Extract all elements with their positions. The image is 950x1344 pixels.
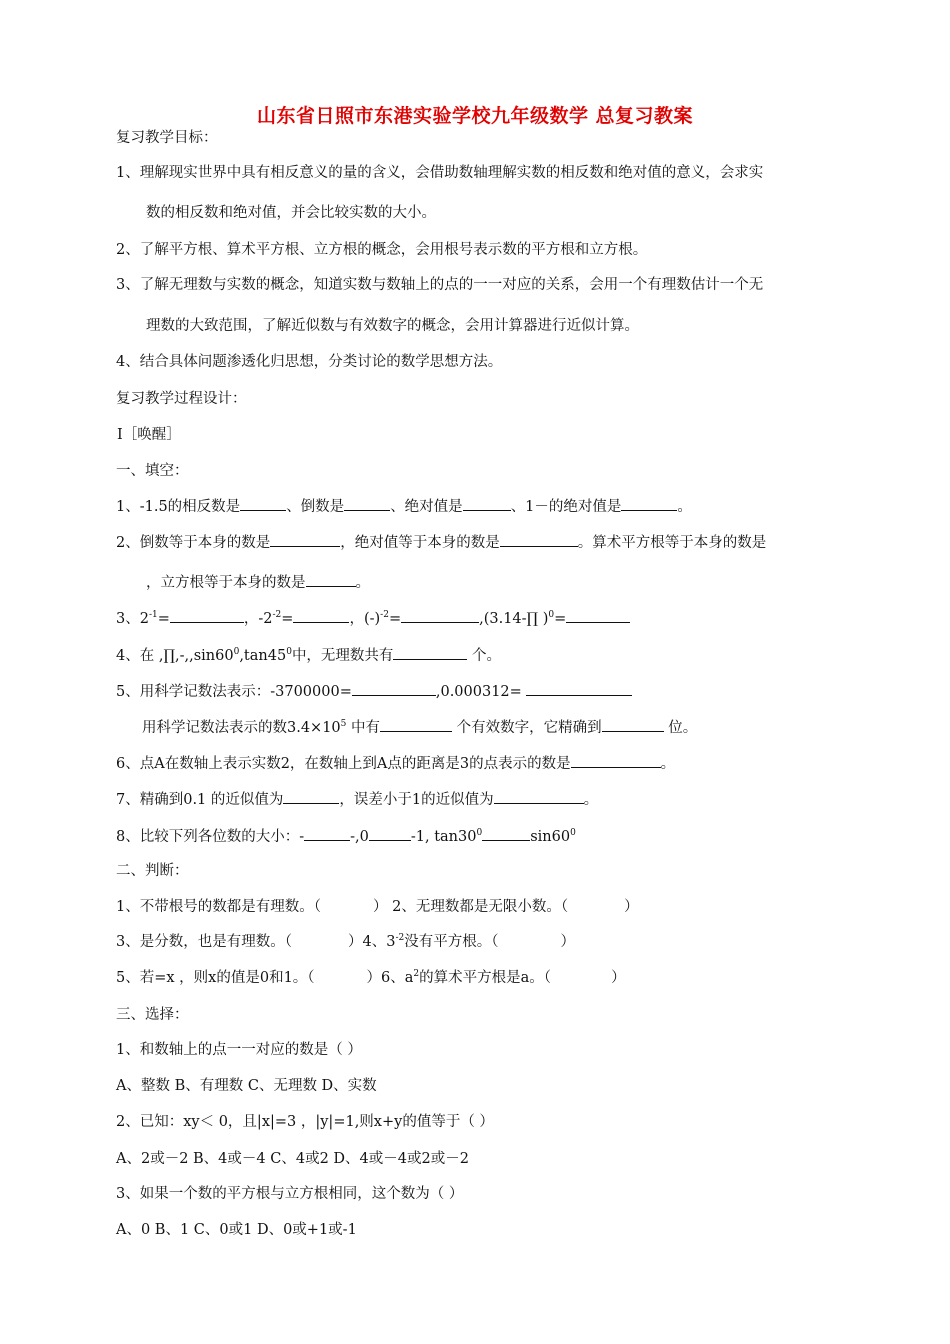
section-wake: Ⅰ［唤醒］ bbox=[117, 427, 181, 443]
judge-row-3: 5、若=x ，则x的值是0和1。（ ）6、$a^2$的算术平方根是a。（ ） bbox=[116, 969, 626, 986]
answer-blank[interactable] bbox=[571, 753, 661, 768]
answer-blank[interactable] bbox=[602, 717, 664, 732]
answer-blank[interactable] bbox=[369, 826, 411, 841]
process-heading: 复习教学过程设计： bbox=[116, 391, 247, 407]
answer-blank[interactable] bbox=[304, 826, 350, 841]
goal-1-line-2: 数的相反数和绝对值，并会比较实数的大小。 bbox=[146, 205, 436, 221]
fill-question-2-line-2: ，立方根等于本身的数是 。 bbox=[146, 572, 370, 593]
choice-question-3: 3、如果一个数的平方根与立方根相同，这个数为（ ） bbox=[116, 1186, 464, 1202]
answer-blank[interactable] bbox=[500, 532, 578, 547]
answer-blank[interactable] bbox=[566, 608, 630, 623]
goal-2: 2、了解平方根、算术平方根、立方根的概念，会用根号表示数的平方根和立方根。 bbox=[116, 242, 648, 258]
judge-heading: 二、判断： bbox=[116, 863, 189, 879]
goal-1-line-1: 1、理解现实世界中具有相反意义的量的含义，会借助数轴理解实数的相反数和绝对值的意义，会求实 bbox=[116, 165, 764, 181]
fill-question-5-part-2: 用科学记数法表示的数$3.4\times 10^5$ 中有 个有效数字，它精确到 位。 bbox=[142, 719, 698, 736]
answer-blank[interactable] bbox=[393, 645, 467, 660]
answer-blank[interactable] bbox=[526, 681, 632, 696]
fill-question-5: 5、用科学记数法表示：-3700000= ,0.000312= bbox=[116, 681, 632, 702]
judge-row-2: 3、是分数，也是有理数。（ ）4、$3^{-2}$没有平方根。（ ） bbox=[116, 933, 575, 950]
document-title: 山东省日照市东港实验学校九年级数学 总复习教案 bbox=[256, 105, 694, 127]
answer-blank[interactable] bbox=[344, 496, 390, 511]
goals-heading: 复习教学目标： bbox=[116, 130, 218, 146]
choice-options-2: A、2或－2 B、4或－4 C、4或2 D、4或－4或2或－2 bbox=[116, 1151, 469, 1167]
goal-3-line-2: 理数的大致范围，了解近似数与有效数字的概念，会用计算器进行近似计算。 bbox=[146, 318, 639, 334]
answer-blank[interactable] bbox=[352, 681, 436, 696]
answer-blank[interactable] bbox=[482, 826, 530, 841]
fill-question-7: 7、精确到0.1 的近似值为 ，误差小于1的近似值为 。 bbox=[116, 789, 598, 810]
answer-blank[interactable] bbox=[380, 717, 452, 732]
goal-4: 4、结合具体问题渗透化归思想，分类讨论的数学思想方法。 bbox=[116, 354, 503, 370]
choice-options-3: A、0 B、1 C、0或1 D、0或+1或-1 bbox=[116, 1222, 357, 1238]
choice-heading: 三、选择： bbox=[116, 1007, 189, 1023]
answer-blank[interactable] bbox=[270, 532, 340, 547]
choice-question-2: 2、已知：xy＜ 0，且|x|=3 ，|y|=1,则x+y的值等于（ ） bbox=[116, 1114, 494, 1130]
answer-blank[interactable] bbox=[401, 608, 479, 623]
answer-blank[interactable] bbox=[463, 496, 511, 511]
answer-blank[interactable] bbox=[293, 608, 349, 623]
fill-question-8: 8、比较下列各位数的大小：- -,0 -1, $\tan 30^0$ $\sin 60^0$ bbox=[116, 828, 576, 845]
answer-blank[interactable] bbox=[306, 572, 356, 587]
judge-row-1: 1、不带根号的数都是有理数。（ ） 2、无理数都是无限小数。（ ） bbox=[116, 899, 639, 915]
goal-3-line-1: 3、了解无理数与实数的概念，知道实数与数轴上的点的一一对应的关系，会用一个有理数估计一个无 bbox=[116, 277, 764, 293]
answer-blank[interactable] bbox=[494, 789, 584, 804]
answer-blank[interactable] bbox=[170, 608, 244, 623]
fill-heading: 一、填空： bbox=[116, 463, 189, 479]
choice-question-1: 1、和数轴上的点一一对应的数是（ ） bbox=[116, 1042, 362, 1058]
answer-blank[interactable] bbox=[240, 496, 286, 511]
choice-options-1: A、整数 B、有理数 C、无理数 D、实数 bbox=[116, 1078, 377, 1094]
fill-question-2-line-1: 2、倒数等于本身的数是 ，绝对值等于本身的数是 。算术平方根等于本身的数是 bbox=[116, 532, 766, 553]
answer-blank[interactable] bbox=[621, 496, 677, 511]
answer-blank[interactable] bbox=[283, 789, 339, 804]
fill-question-1: 1、-1.5的相反数是 、倒数是 、绝对值是 、1－的绝对值是 。 bbox=[116, 496, 692, 517]
fill-question-3: 3、$2^{-1}=$ ，$-2^{-2}=$ ，$(-)^{-2}=$ ,(3.14-∏ )$^0$= bbox=[116, 608, 630, 629]
fill-question-6: 6、点A在数轴上表示实数2，在数轴上到A点的距离是3的点表示的数是 。 bbox=[116, 753, 675, 774]
fill-question-4: 4、在 $,\prod,-,,\sin 60^0,\tan 45^0$中，无理数共有 个。 bbox=[116, 647, 502, 664]
